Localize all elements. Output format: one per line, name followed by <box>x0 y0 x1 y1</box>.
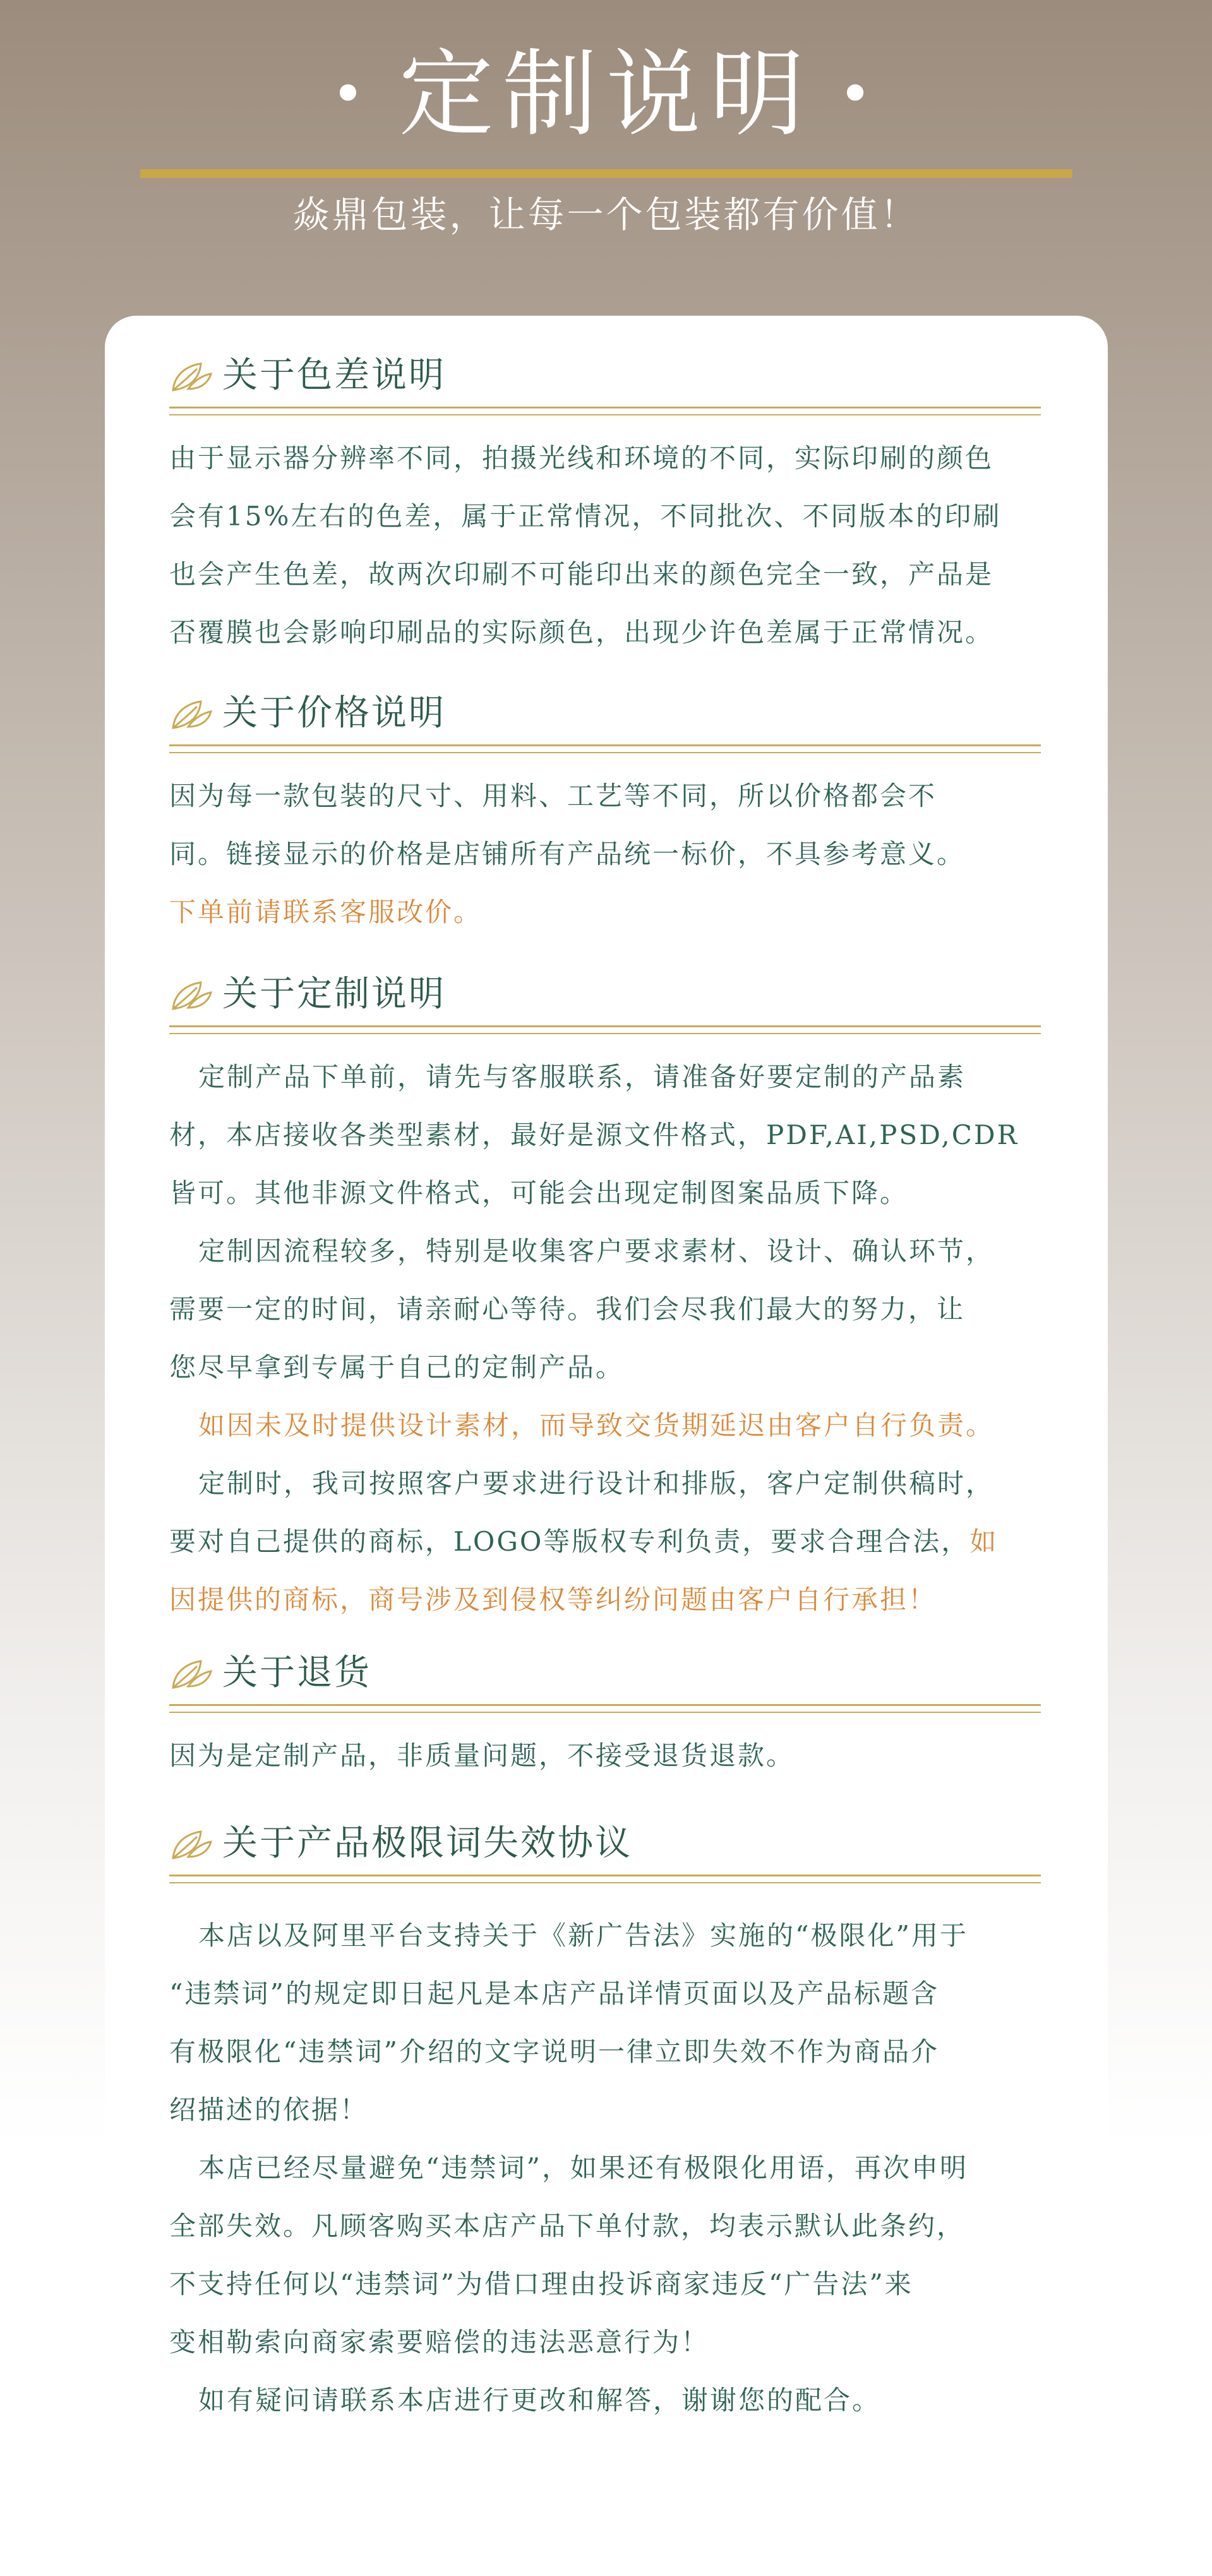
paragraph-line: 由于显示器分辨率不同，拍摄光线和环境的不同，实际印刷的颜色 <box>169 443 994 474</box>
page-title-text: 定制说明 <box>399 40 813 150</box>
section-header <box>169 354 1041 398</box>
paragraph-line: 材，本店接收各类型素材，最好是源文件格式，PDF,AI,PSD,CDR <box>169 1119 1019 1150</box>
section-rule <box>169 744 1041 746</box>
paragraph-line: 定制因流程较多，特别是收集客户要求素材、设计、确认环节， <box>198 1236 995 1267</box>
paragraph-segment: 要对自己提供的商标，LOGO等版权专利负责，要求合理合法， <box>169 1526 970 1557</box>
paragraph-line: 如有疑问请联系本店进行更改和解答，谢谢您的配合。 <box>198 2385 881 2416</box>
section-title: 关于价格说明 <box>222 693 446 734</box>
leaf-icon <box>169 695 213 733</box>
content-card <box>105 316 1108 2576</box>
paragraph-line: “违禁词”的规定即日起凡是本店产品详情页面以及产品标题含 <box>169 1978 939 2009</box>
section-header <box>169 972 1041 1017</box>
section-rule-thin <box>169 752 1041 753</box>
paragraph-line: 不支持任何以“违禁词”为借口理由投诉商家违反“广告法”来 <box>169 2269 913 2299</box>
section-rule <box>169 407 1041 408</box>
section-rule <box>169 1875 1041 1876</box>
paragraph-line: 皆可。其他非源文件格式，可能会出现定制图案品质下降。 <box>169 1178 909 1208</box>
paragraph-line: 会有15%左右的色差，属于正常情况，不同批次、不同版本的印刷 <box>169 501 1002 532</box>
title-dot-right: • <box>838 61 881 128</box>
paragraph-line: 因为是定制产品，非质量问题，不接受退货退款。 <box>169 1740 795 1771</box>
gold-divider <box>140 169 1072 178</box>
highlight-segment: 如 <box>969 1526 999 1557</box>
leaf-icon <box>169 1825 213 1863</box>
section-price <box>169 691 1041 927</box>
paragraph-line: 有极限化“违禁词”介绍的文字说明一律立即失效不作为商品介 <box>169 2036 939 2067</box>
section-body <box>169 1907 1041 2430</box>
section-returns <box>169 1651 1041 1771</box>
section-rule <box>169 1704 1041 1706</box>
section-body <box>169 429 1041 662</box>
section-rule-thin <box>169 1712 1041 1713</box>
section-header <box>169 1822 1041 1866</box>
paragraph-line: 因为每一款包装的尺寸、用料、工艺等不同，所以价格都会不 <box>169 780 937 811</box>
section-rule-thin <box>169 1882 1041 1883</box>
highlight-line: 因提供的商标，商号涉及到侵权等纠纷问题由客户自行承担！ <box>169 1584 937 1615</box>
paragraph-line: 也会产生色差，故两次印刷不可能印出来的颜色完全一致，产品是 <box>169 559 994 590</box>
section-title: 关于产品极限词失效协议 <box>222 1823 632 1864</box>
page-title <box>0 38 1212 159</box>
section-header <box>169 1651 1041 1695</box>
section-body <box>169 767 1041 941</box>
section-title: 关于退货 <box>222 1652 371 1693</box>
section-rule-thin <box>169 414 1041 415</box>
paragraph-line: 否覆膜也会影响印刷品的实际颜色，出现少许色差属于正常情况。 <box>169 617 994 648</box>
leaf-icon <box>169 1655 213 1693</box>
section-color-difference <box>169 354 1041 648</box>
paragraph-line: 同。链接显示的价格是店铺所有产品统一标价，不具参考意义。 <box>169 838 966 869</box>
highlight-line: 如因未及时提供设计素材，而导致交货期延迟由客户自行负责。 <box>198 1410 995 1441</box>
leaf-icon <box>169 357 213 395</box>
paragraph-line: 全部失效。凡顾客购买本店产品下单付款，均表示默认此条约， <box>169 2210 966 2241</box>
section-extreme-words <box>169 1822 1041 2416</box>
section-body <box>169 1048 1041 1629</box>
section-rule-thin <box>169 1033 1041 1034</box>
title-dot-left: • <box>331 61 374 128</box>
section-title: 关于色差说明 <box>222 355 446 396</box>
page-header <box>0 0 1212 316</box>
paragraph-line: 本店已经尽量避免“违禁词”，如果还有极限化用语，再次申明 <box>198 2152 968 2183</box>
paragraph-line: 定制产品下单前，请先与客服联系，请准备好要定制的产品素 <box>198 1061 966 1092</box>
section-customization <box>169 972 1041 1615</box>
highlight-line: 下单前请联系客服改价。 <box>169 897 483 927</box>
paragraph-line-mixed <box>169 1513 1041 1571</box>
section-header <box>169 691 1041 736</box>
section-body <box>169 1727 1041 1785</box>
section-rule <box>169 1025 1041 1027</box>
paragraph-line: 需要一定的时间，请亲耐心等待。我们会尽我们最大的努力，让 <box>169 1294 966 1325</box>
leaf-icon <box>169 976 213 1014</box>
paragraph-line: 变相勒索向商家索要赔偿的违法恶意行为！ <box>169 2327 710 2358</box>
paragraph-line: 定制时，我司按照客户要求进行设计和排版，客户定制供稿时， <box>198 1468 995 1499</box>
paragraph-line: 本店以及阿里平台支持关于《新广告法》实施的“极限化”用于 <box>198 1920 968 1951</box>
paragraph-line: 绍描述的依据！ <box>169 2094 369 2125</box>
page-subtitle: 焱鼎包装，让每一个包装都有价值！ <box>292 193 920 236</box>
section-title: 关于定制说明 <box>222 974 446 1015</box>
paragraph-line: 您尽早拿到专属于自己的定制产品。 <box>169 1352 625 1383</box>
